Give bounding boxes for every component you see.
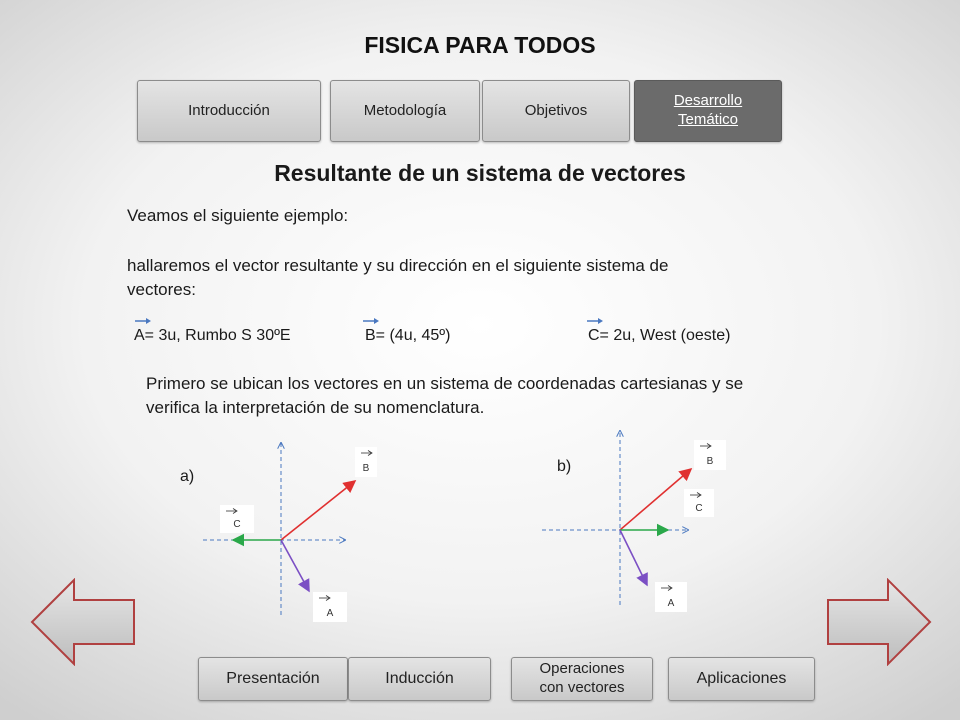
vector-b-definition: B= (4u, 45º)	[365, 327, 451, 344]
tab-label: Metodología	[363, 101, 447, 119]
task-text: hallaremos el vector resultante y su dirección en el siguiente sistema de vectores:	[127, 256, 669, 299]
explanation-text: Primero se ubican los vectores en un sistema de coordenadas cartesianas y se verifica la interpretación de su nomenclatura.	[146, 374, 744, 417]
tab-label: Objetivos	[524, 101, 588, 119]
vector-c-tag-label: C	[695, 503, 703, 514]
vector-a-tag	[313, 592, 347, 622]
diagram-a-label: a)	[180, 468, 195, 485]
tab-metodologia[interactable]	[330, 80, 480, 142]
vector-c-definition: C= 2u, West (oeste)	[588, 327, 731, 344]
vector-a-definition: A= 3u, Rumbo S 30ºE	[134, 327, 291, 344]
section-title: Resultante de un sistema de vectores	[274, 160, 686, 186]
tab-label: Introducción	[188, 101, 270, 119]
tab-operaciones-con-vectores[interactable]	[511, 657, 653, 701]
vector-arrow-icon	[135, 318, 151, 324]
vector-c-tag	[220, 505, 254, 533]
tab-aplicaciones[interactable]	[668, 657, 815, 701]
tab-introduccion[interactable]	[137, 80, 321, 142]
tab-label: Inducción	[385, 670, 454, 687]
arrow-right-icon[interactable]	[826, 578, 932, 666]
tab-induccion[interactable]	[348, 657, 491, 701]
tab-label: Presentación	[226, 670, 320, 687]
vector-a-tag	[655, 582, 687, 612]
vector-c-tag	[684, 489, 714, 517]
tab-label: Operaciones con vectores	[539, 660, 625, 696]
tab-presentacion[interactable]	[198, 657, 348, 701]
vector-a-arrow	[281, 540, 309, 591]
diagram-b-label: b)	[557, 458, 572, 475]
vector-b-tag-label: B	[362, 463, 370, 474]
vector-b-arrow	[620, 469, 691, 530]
tab-objetivos[interactable]	[482, 80, 630, 142]
page-title: FISICA PARA TODOS	[364, 32, 596, 58]
vector-arrow-icon	[363, 318, 379, 324]
vector-b-tag-label: B	[706, 456, 714, 467]
vector-c-tag-label: C	[233, 519, 241, 530]
tab-desarrollo-tematico[interactable]	[634, 80, 782, 142]
vector-a-tag-label: A	[326, 608, 334, 619]
arrow-left-icon[interactable]	[30, 578, 136, 666]
vector-b-tag	[694, 440, 726, 470]
tab-label: Aplicaciones	[696, 670, 787, 687]
vector-a-tag-label: A	[667, 598, 675, 609]
vector-b-arrow	[281, 481, 355, 540]
vector-arrow-icon	[587, 318, 603, 324]
tab-label: Desarrollo Temático	[673, 92, 743, 128]
intro-text: Veamos el siguiente ejemplo:	[127, 206, 349, 225]
vector-b-tag	[355, 447, 377, 477]
vector-a-arrow	[620, 530, 647, 585]
